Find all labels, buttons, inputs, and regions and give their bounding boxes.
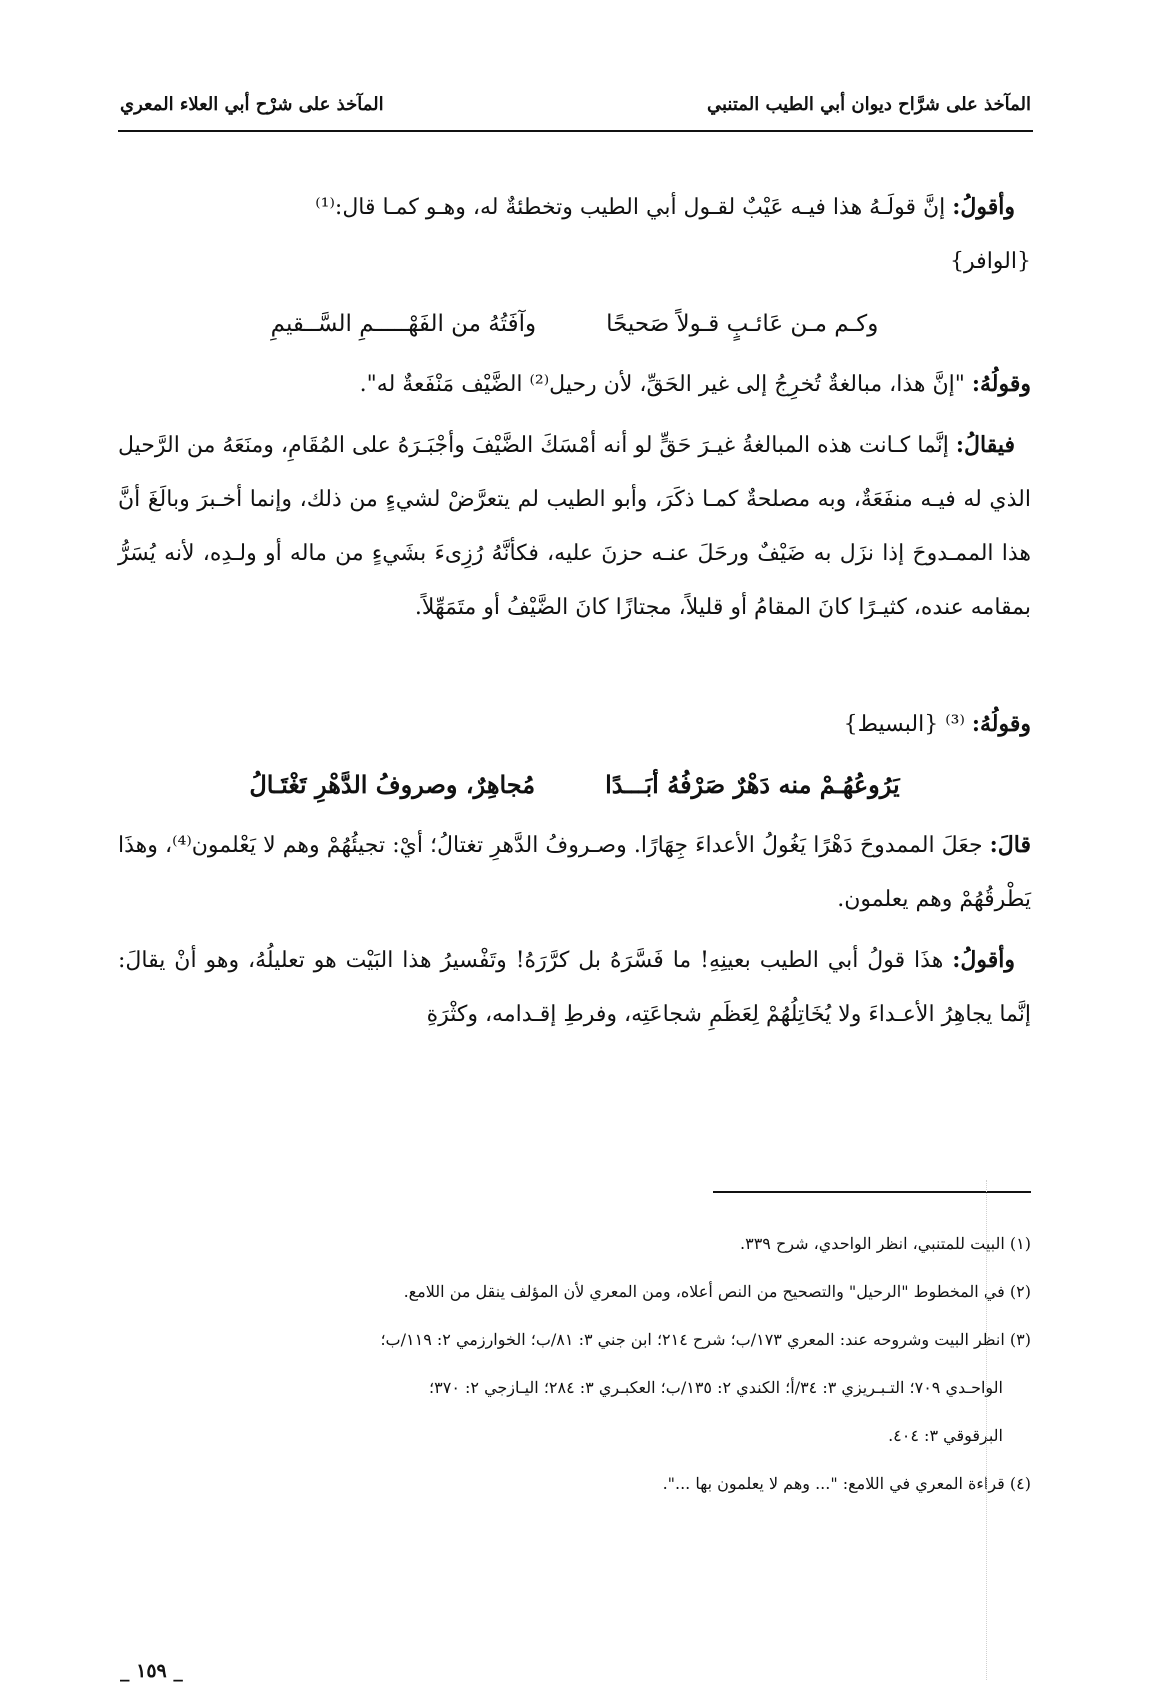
verse-hemistich-2: مُجاهِرٌ، وصروفُ الدَّهْرِ تَغْتَـالُ [249, 770, 536, 799]
paragraph [118, 357, 1031, 412]
verse-line [118, 297, 1031, 351]
footnote: (٤) قراءة المعري في اللامع: "... وهم لا يعلمون بها ...". [662, 1474, 1031, 1493]
paragraph-text: إنَّ قولَـهُ هذا فيـه عَيْبٌ لقـول أبي الطيب وتخطئةٌ له، وهـو كمـا قال:⁽¹⁾ [315, 195, 953, 220]
header-rule [118, 130, 1033, 132]
paragraph-lead: وأقولُ: [952, 947, 1015, 973]
paragraph [118, 818, 1031, 927]
verse-hemistich-2: وآفَتُهُ من الفَهْـــــمِ السَّــقيمِ [270, 311, 537, 337]
paragraph-lead: وقولُهُ: [971, 371, 1031, 397]
verse-hemistich-1: وكـم مـن عَائـبٍ قـولاً صَحيحًا [606, 311, 879, 337]
paragraph [118, 418, 1031, 635]
paragraph-lead: وقولُهُ: [971, 711, 1031, 737]
footnotes [118, 1224, 1031, 1512]
meter-text: {الوافر} [950, 249, 1031, 274]
scan-artifact-line [986, 1180, 987, 1680]
paragraph-lead: فيقالُ: [955, 432, 1015, 458]
verse-line [118, 758, 1031, 812]
paragraph-text: جعَلَ الممدوحَ دَهْرًا يَغُولُ الأعداءَ جِهَارًا. وصـروفُ الدَّهرِ تغتالُ؛ أيْ: تجيئُهُمْ وهم لا يَعْلمون⁽⁴⁾، وهذَا يَطْرقُهُمْ وهم يعلمون. [118, 833, 1031, 912]
footnote-continuation: الواحـدي ٧٠٩؛ التـبـريزي ٣: ٣٤/أ؛ الكندي ٢: ١٣٥/ب؛ العكبـري ٣: ٢٨٤؛ اليـازجي ٢: ٣٧٠؛ [429, 1378, 1003, 1397]
paragraph-text: إنَّما كـانت هذه المبالغةُ غيـرَ حَقٍّ لو أنه أمْسَكَ الضَّيْفَ وأجْبَـرَهُ على المُقَامِ، ومنَعَهُ من الرَّحيل الذي له فيـه منفَعَةٌ، وبه مصلحةٌ كمـا ذكَرَ، وأبو الطيب لم يتعرَّضْ لشيءٍ من ذلك، وإنما أخـبرَ وبالَغَ أنَّ هذا الممـدوحَ إذا نزَل به ضَيْفٌ ورحَلَ عنـه حزنَ عليه، فكأنَّهُ رُزِىءَ بشَيءٍ من ماله أو ولـدِه، لأنه يُسَرُّ بمقامه عنده، كثيـرًا كانَ المقامُ أو قليلاً، مجتازًا كانَ الضَّيْفُ أو متَمَهِّلاً. [118, 433, 1031, 620]
paragraph [118, 933, 1031, 1042]
page-number: _ ١٥٩ _ [120, 1660, 183, 1682]
paragraph [118, 180, 1031, 235]
paragraph-text: "إنَّ هذا، مبالغةٌ تُخرِجُ إلى غير الحَقِّ، لأن رحيل⁽²⁾ الضَّيْف مَنْفَعةٌ له". [359, 372, 972, 397]
footnote: (٣) انظر البيت وشروحه عند: المعري ١٧٣/ب؛ شرح ٢١٤؛ ابن جني ٣: ٨١/ب؛ الخوارزمي ٢: ١١٩/ب؛ [380, 1330, 1031, 1349]
footnote: (١) البيت للمتنبي، انظر الواحدي، شرح ٣٣٩. [740, 1234, 1031, 1253]
running-head-left: المآخذ على شرْح أبي العلاء المعري [120, 94, 384, 115]
verse-hemistich-1: يَرُوعُهُـمْ منه دَهْرٌ صَرْفُهُ أبَـــدًا [605, 770, 900, 799]
running-head [120, 94, 1031, 115]
paragraph-lead: قالَ: [989, 832, 1031, 858]
paragraph-lead: وأقولُ: [952, 194, 1015, 220]
main-text [118, 180, 1031, 1048]
footnote-rule [713, 1191, 1031, 1193]
paragraph-text: ⁽³⁾ {البسيط} [843, 712, 972, 737]
running-head-right: المآخذ على شرَّاح ديوان أبي الطيب المتنبي [707, 94, 1031, 115]
footnote-continuation: البرقوقي ٣: ٤٠٤. [888, 1426, 1003, 1445]
section-gap [118, 641, 1031, 697]
meter-label [118, 235, 1031, 289]
footnote: (٢) في المخطوط "الرحيل" والتصحيح من النص أعلاه، ومن المعري لأن المؤلف ينقل من اللامع. [403, 1282, 1031, 1301]
paragraph [118, 697, 1031, 752]
paragraph-text: هذَا قولُ أبي الطيب بعينِهِ! ما فَسَّرَهُ بل كرَّرَهُ! وتَفْسيرُ هذا البَيْت هو تعليلُهُ، وهو أنْ يقالَ: إنَّما يجاهِرُ الأعـداءَ ولا يُخَاتِلُهُمْ لِعَظَمِ شجاعَتِه، وفرطِ إقـدامه، وكثْرَةِ [118, 948, 1031, 1027]
